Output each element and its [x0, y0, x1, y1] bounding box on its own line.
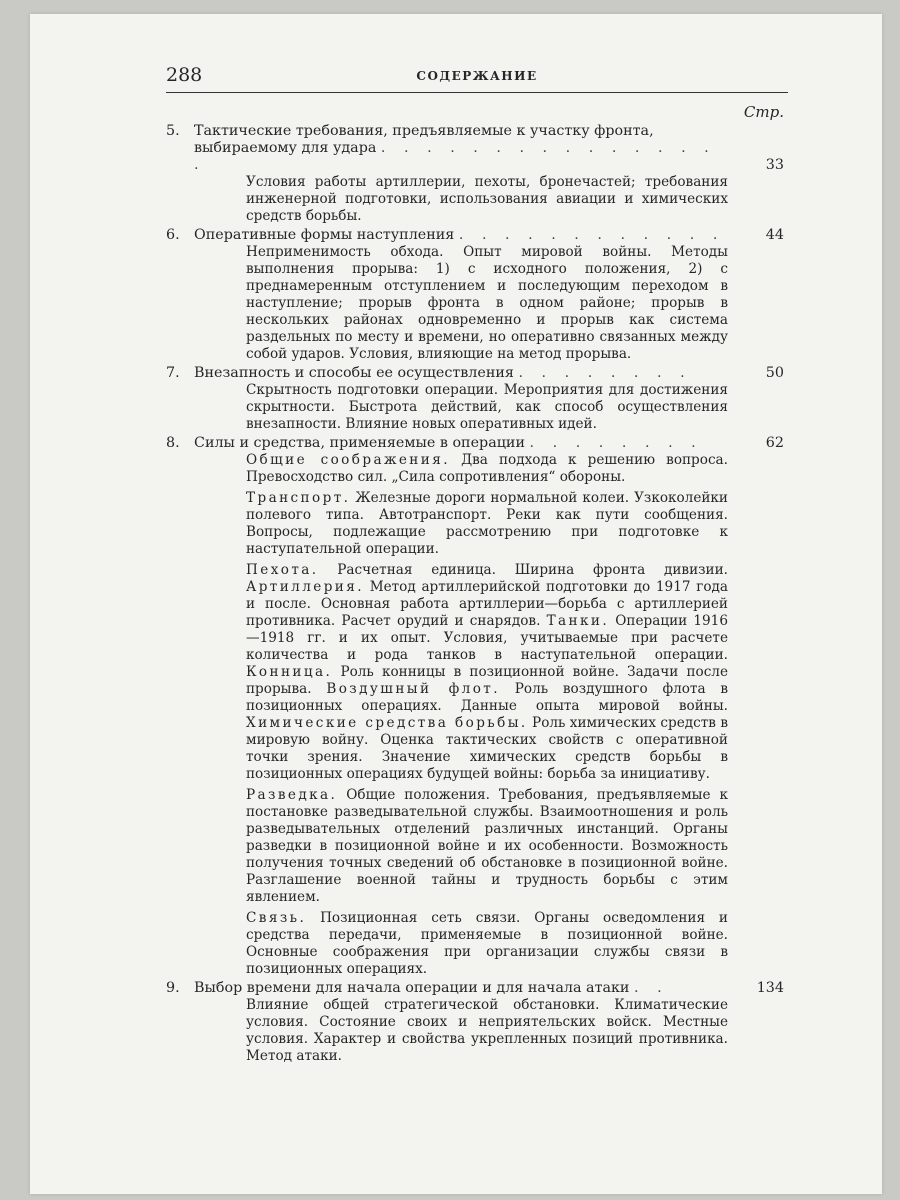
leader-dots: . . . . . . . .	[518, 365, 692, 381]
spaced-heading: Общие соображения.	[246, 452, 450, 468]
paragraph-text: Роль химических средств в мировую войну. Оценка тактических свойств с оперативной точки зрения. Значение химических средств борьбы в позиционных операциях будущей войны: борьба за инициативу.	[246, 715, 729, 782]
toc-entry-7	[166, 365, 788, 433]
running-title: СОДЕРЖАНИЕ	[416, 69, 538, 83]
entry-page-number: 44	[765, 227, 784, 243]
description-paragraph: Влияние общей стратегической обстановки. Климатические условия. Состояние своих и неприятельских войск. Местные условия. Характер и свойства укрепленных позиций противника. Метод атаки.	[246, 997, 728, 1064]
entry-number: 5.	[166, 123, 180, 139]
paragraph-text: Железные дороги нормальной колеи. Узкоколейки полевого типа. Автотранспорт. Реки как пути сообщения. Вопросы, подлежащие рассмотрению при подготовке к наступательной операции.	[246, 490, 728, 557]
toc-entry-description	[246, 174, 728, 225]
entry-title-line: Силы и средства, применяемые в операции	[194, 435, 525, 451]
spaced-heading: Конница.	[246, 664, 333, 680]
toc-entry-9	[166, 980, 788, 1065]
paragraph-text: Позиционная сеть связи. Органы осведомления и средства передачи, применяемые в позиционной войне. Основные соображения при организации службы связи в позиционных операциях.	[246, 910, 728, 977]
toc-entry-description	[246, 244, 728, 363]
toc-entry-description	[246, 452, 728, 978]
paragraph-text: Роль воздушного флота в позиционных операциях. Данные опыта мировой войны.	[246, 681, 728, 714]
entry-number: 6.	[166, 227, 180, 243]
paragraph-text: Два подхода к решению вопроса. Превосходство сил. „Сила сопротивления“ обороны.	[246, 452, 728, 485]
entry-title-line: Оперативные формы наступления	[194, 227, 455, 243]
entry-title-line: Выбор времени для начала операции и для начала атаки	[194, 980, 630, 996]
spaced-heading: Воздушный флот.	[326, 681, 500, 697]
leader-dots: . . . . . . . . . . . .	[458, 227, 725, 243]
paragraph-text: Роль конницы в позиционной войне. Задачи после прорыва.	[246, 664, 728, 697]
paragraph-text: Операции 1916—1918 гг. и их опыт. Условия, учитываемые при расчете количества и рода танков в наступательной операции.	[246, 613, 728, 663]
description-paragraph	[246, 562, 728, 783]
spaced-heading: Связь.	[246, 910, 307, 926]
entry-number: 9.	[166, 980, 180, 996]
entry-title-line: Внезапность и способы ее осуществления	[194, 365, 514, 381]
description-paragraph: Неприменимость обхода. Опыт мировой войны. Методы выполнения прорыва: 1) с исходного положения, 2) с преднамеренным отступлением и последующим переходом в наступление; прорыв фронта в одном районе; прорыв в нескольких районах одновременно и прорыв как система раздельных по месту и времени, но оперативно связанных между собой ударов. Условия, влияющие на метод прорыва.	[246, 244, 728, 362]
entry-page-number: 134	[756, 980, 784, 996]
spaced-heading: Пехота.	[246, 562, 319, 578]
toc-entry-title	[166, 123, 788, 174]
paragraph-text: Общие положения. Требования, предъявляемые к постановке разведывательной службы. Взаимоотношения и роль разведывательных отделений различных инстанций. Органы разведки в позиционной войне и их особенности. Возможность получения точных сведений об обстановке в позиционной войне. Разглашение военной тайны и трудность борьбы с этим явлением.	[246, 787, 728, 905]
spaced-heading: Разведка.	[246, 787, 338, 803]
toc-entry-6	[166, 227, 788, 363]
spaced-heading: Химические средства борьбы.	[246, 715, 528, 731]
toc-entry-8	[166, 435, 788, 978]
entry-page-number: 62	[765, 435, 784, 451]
description-paragraph	[246, 452, 728, 486]
toc-entry-description	[246, 382, 728, 433]
toc-entry-title	[166, 435, 788, 452]
description-paragraph: Скрытность подготовки операции. Мероприятия для достижения скрытности. Быстрота действий, как способ осуществления внезапности. Влияние новых оперативных идей.	[246, 382, 728, 432]
description-paragraph	[246, 910, 728, 978]
page-column-label: Стр.	[743, 103, 784, 121]
description-paragraph	[246, 787, 728, 906]
leader-dots: . . . . . . . .	[529, 435, 703, 451]
toc-entry-title	[166, 980, 788, 997]
entry-title-line: выбираемому для удара	[194, 140, 377, 156]
entry-number: 7.	[166, 365, 180, 381]
spaced-heading: Артиллерия.	[246, 579, 364, 595]
entry-title-line: Тактические требования, предъявляемые к участку фронта,	[194, 123, 654, 139]
spaced-heading: Танки.	[546, 613, 610, 629]
toc-entry-description	[246, 997, 728, 1065]
toc-entry-title	[166, 227, 788, 244]
paragraph-text: Метод артиллерийской подготовки до 1917 года и после. Основная работа артиллерии—борьба с артиллерией противника. Расчет орудий и снарядов.	[246, 579, 728, 629]
leader-dots: . .	[634, 980, 669, 996]
entry-page-number: 50	[765, 365, 784, 381]
spaced-heading: Транспорт.	[246, 490, 351, 506]
leader-dots: . . . . . . . . . . . . . . . .	[194, 140, 716, 173]
page-number: 288	[166, 64, 203, 86]
toc-entry-title	[166, 365, 788, 382]
entry-number: 8.	[166, 435, 180, 451]
page-content	[166, 62, 788, 1065]
entry-page-number: 33	[765, 157, 784, 173]
toc-entry-5	[166, 123, 788, 225]
description-paragraph	[246, 490, 728, 558]
page-header	[166, 62, 788, 93]
book-page	[30, 14, 882, 1194]
table-of-contents	[166, 123, 788, 1065]
paragraph-text: Расчетная единица. Ширина фронта дивизии.	[337, 562, 728, 578]
description-paragraph: Условия работы артиллерии, пехоты, бронечастей; требования инженерной подготовки, использования авиации и химических средств борьбы.	[246, 174, 728, 224]
